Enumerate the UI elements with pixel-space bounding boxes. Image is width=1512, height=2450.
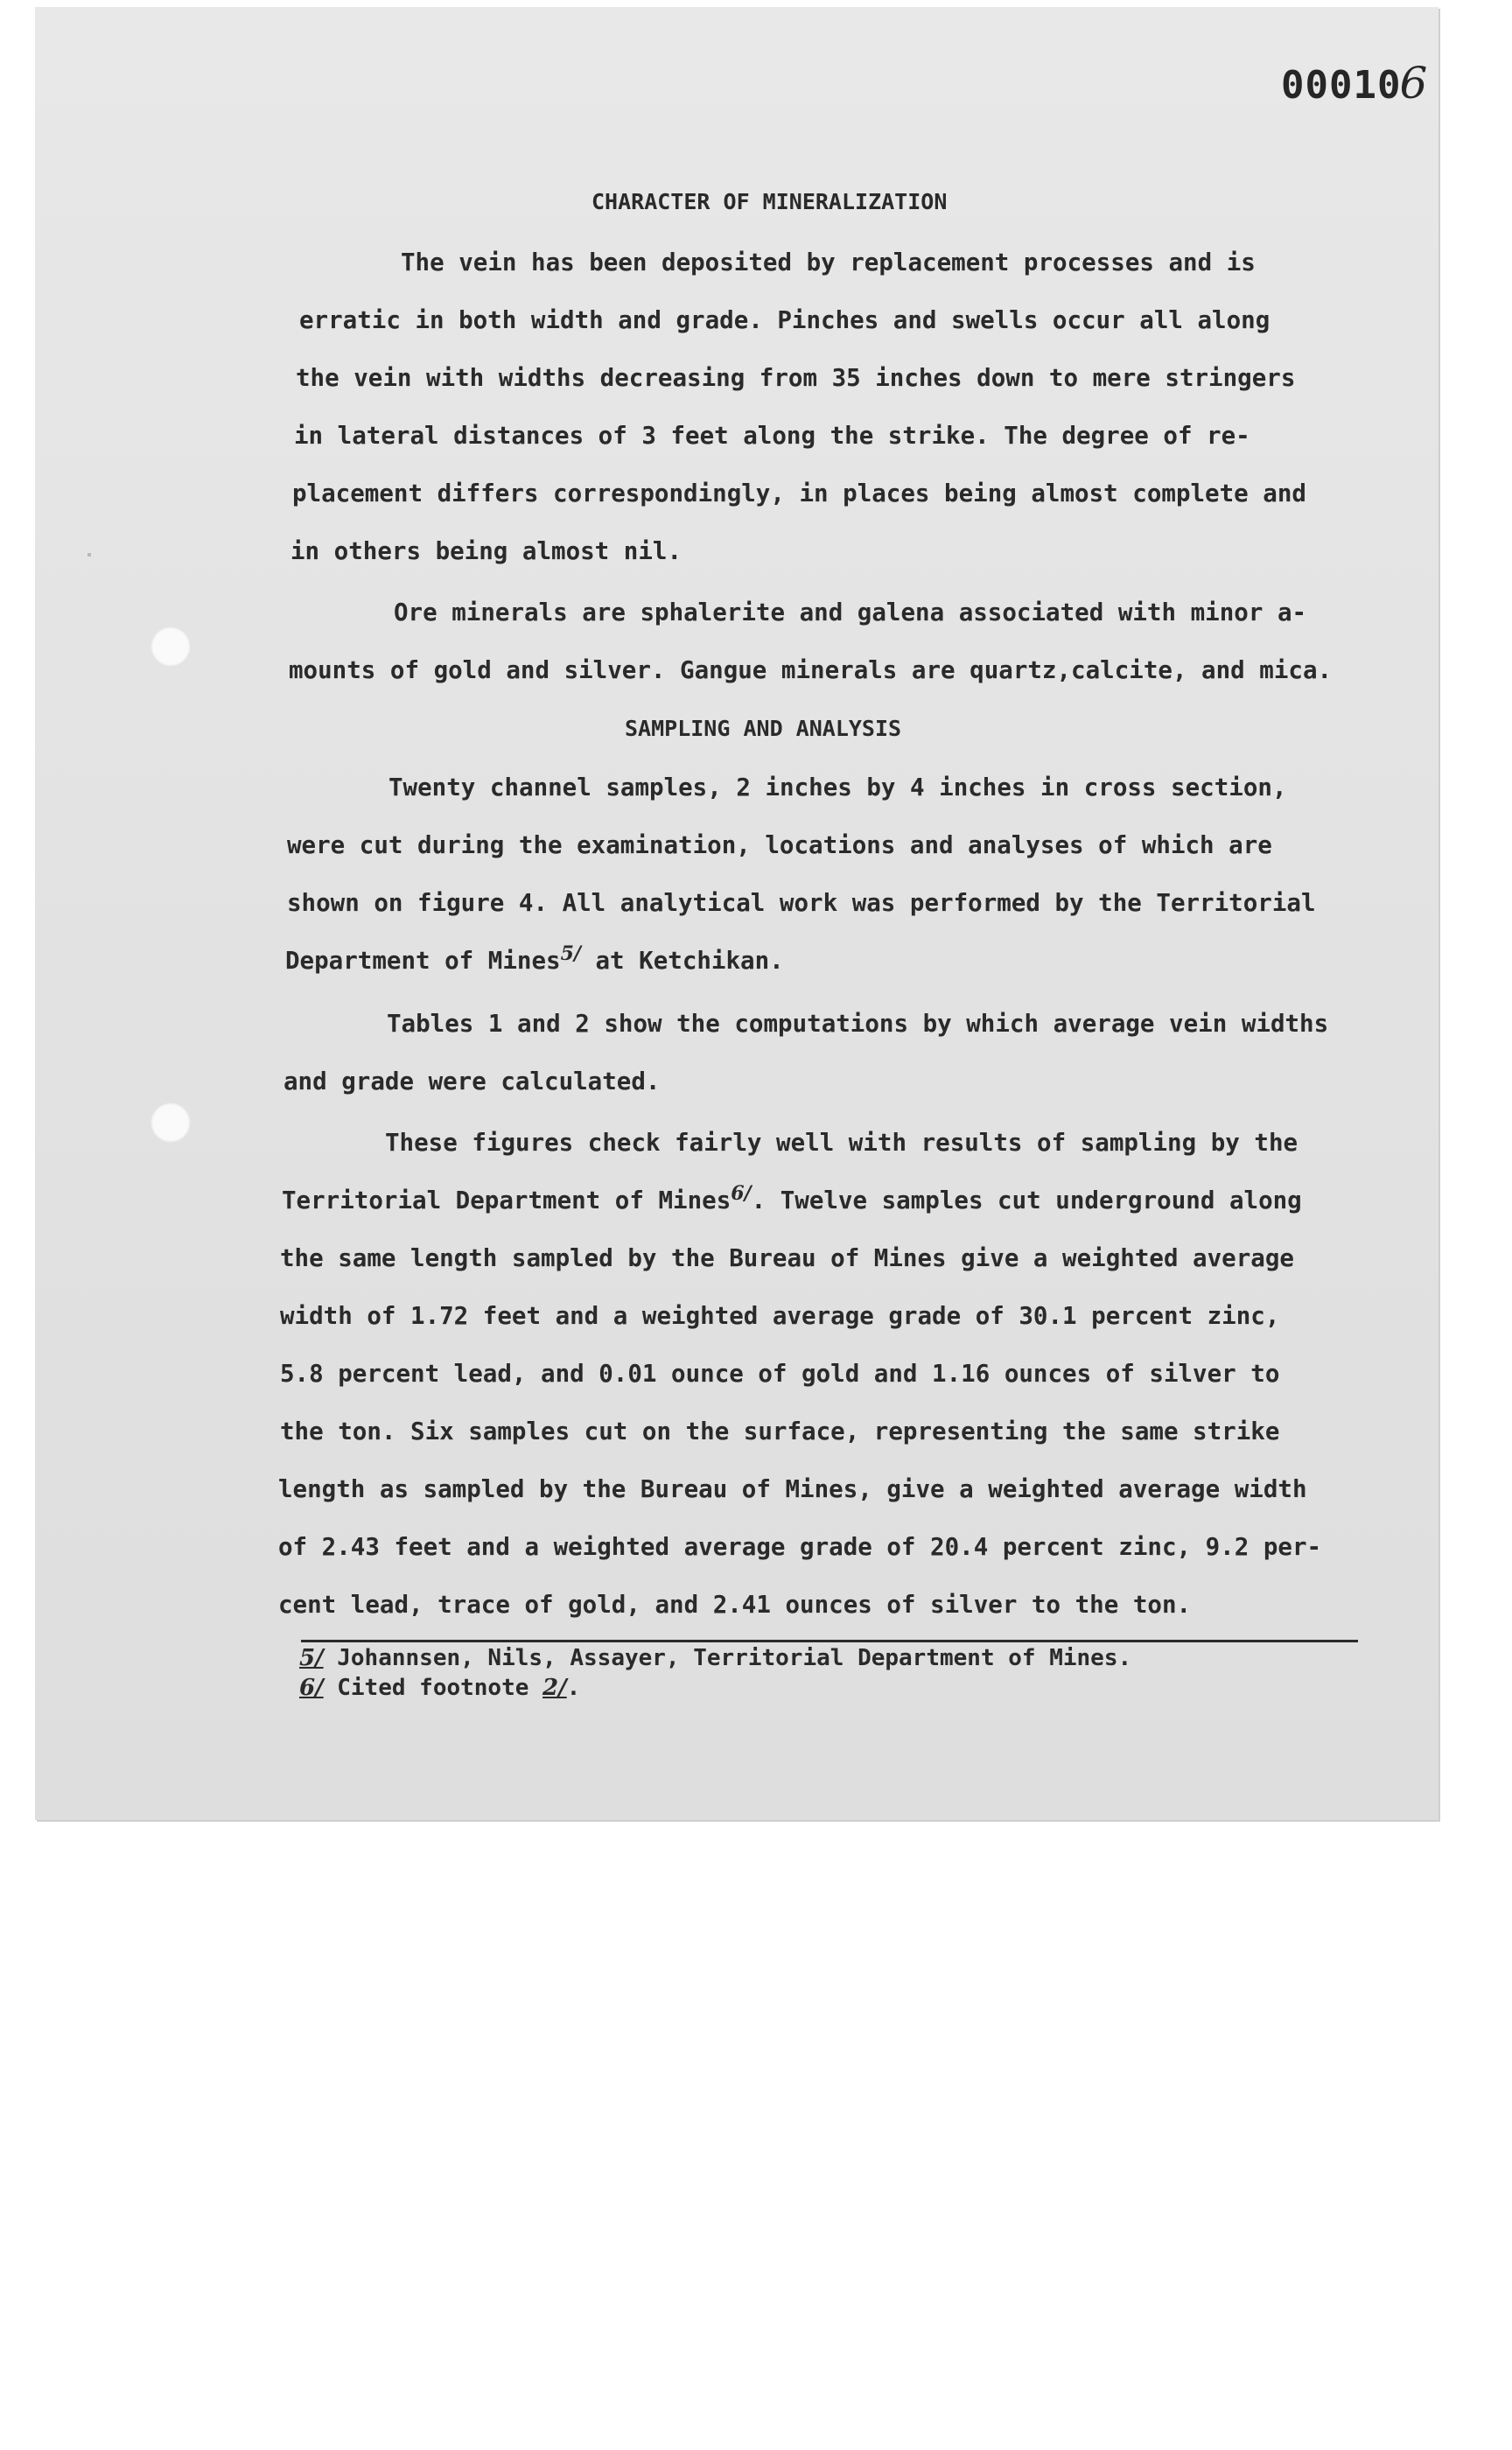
- text-line: width of 1.72 feet and a weighted average grade of 30.1 percent zinc,: [280, 1302, 1280, 1330]
- text-line: the ton. Six samples cut on the surface, representing the same strike: [280, 1418, 1280, 1446]
- footnote-reference-6: 6/: [731, 1182, 752, 1205]
- text-line: erratic in both width and grade. Pinches and swells occur all along: [299, 306, 1270, 334]
- footnote-marker: 5/: [299, 1645, 324, 1671]
- text-line: length as sampled by the Bureau of Mines, give a weighted average width: [278, 1475, 1307, 1503]
- text-line: and grade were calculated.: [284, 1068, 661, 1096]
- text-line: mounts of gold and silver. Gangue minerals are quartz,calcite, and mica.: [289, 656, 1333, 684]
- page-number-handwritten: 6: [1399, 58, 1429, 108]
- text-line: Ore minerals are sphalerite and galena associated with minor a-: [394, 598, 1307, 626]
- text-segment: . Twelve samples cut underground along: [751, 1186, 1302, 1214]
- text-line: shown on figure 4. All analytical work was performed by the Territorial: [287, 889, 1316, 917]
- punch-hole: [150, 1102, 191, 1143]
- footnote-divider: [301, 1640, 1358, 1642]
- text-line: the same length sampled by the Bureau of Mines give a weighted average: [280, 1244, 1294, 1272]
- text-segment: at Ketchikan.: [580, 947, 784, 975]
- paper-sheet: [35, 7, 1438, 1820]
- paper-mark: [88, 553, 91, 556]
- text-line: of 2.43 feet and a weighted average grade of 20.4 percent zinc, 9.2 per-: [278, 1533, 1322, 1561]
- text-line: in others being almost nil.: [290, 537, 682, 565]
- footnote-cross-reference: 2/: [542, 1675, 567, 1701]
- section-heading-sampling: SAMPLING AND ANALYSIS: [625, 716, 902, 741]
- text-line: [282, 1182, 1302, 1214]
- text-line: in lateral distances of 3 feet along the strike. The degree of re-: [294, 422, 1250, 450]
- footnote-text: Johannsen, Nils, Assayer, Territorial Department of Mines.: [323, 1645, 1132, 1671]
- footnote-reference-5: 5/: [560, 942, 581, 965]
- text-line: were cut during the examination, locations and analyses of which are: [287, 831, 1272, 859]
- text-segment: Territorial Department of Mines: [282, 1186, 732, 1214]
- footnote-text: .: [566, 1675, 581, 1701]
- text-line: [285, 942, 784, 975]
- text-line: Tables 1 and 2 show the computations by which average vein widths: [387, 1010, 1329, 1038]
- text-line: Twenty channel samples, 2 inches by 4 inches in cross section,: [388, 774, 1287, 802]
- page-number-typed: 00010: [1281, 63, 1402, 108]
- text-line: 5.8 percent lead, and 0.01 ounce of gold and 1.16 ounces of silver to: [280, 1360, 1280, 1388]
- text-line: placement differs correspondingly, in places being almost complete and: [292, 480, 1306, 508]
- footnote-6: [299, 1675, 580, 1701]
- text-line: the vein with widths decreasing from 35 inches down to mere stringers: [296, 364, 1296, 392]
- punch-hole: [150, 626, 191, 667]
- footnote-text: Cited footnote: [323, 1675, 543, 1701]
- text-line: cent lead, trace of gold, and 2.41 ounces of silver to the ton.: [278, 1591, 1192, 1619]
- text-segment: Department of Mines: [285, 947, 561, 975]
- footnote-marker: 6/: [299, 1675, 324, 1701]
- section-heading-mineralization: CHARACTER OF MINERALIZATION: [592, 189, 948, 214]
- footnote-5: [299, 1645, 1131, 1671]
- text-line: The vein has been deposited by replacement processes and is: [401, 248, 1256, 276]
- text-line: These figures check fairly well with results of sampling by the: [385, 1129, 1298, 1157]
- page-number: [1281, 58, 1428, 108]
